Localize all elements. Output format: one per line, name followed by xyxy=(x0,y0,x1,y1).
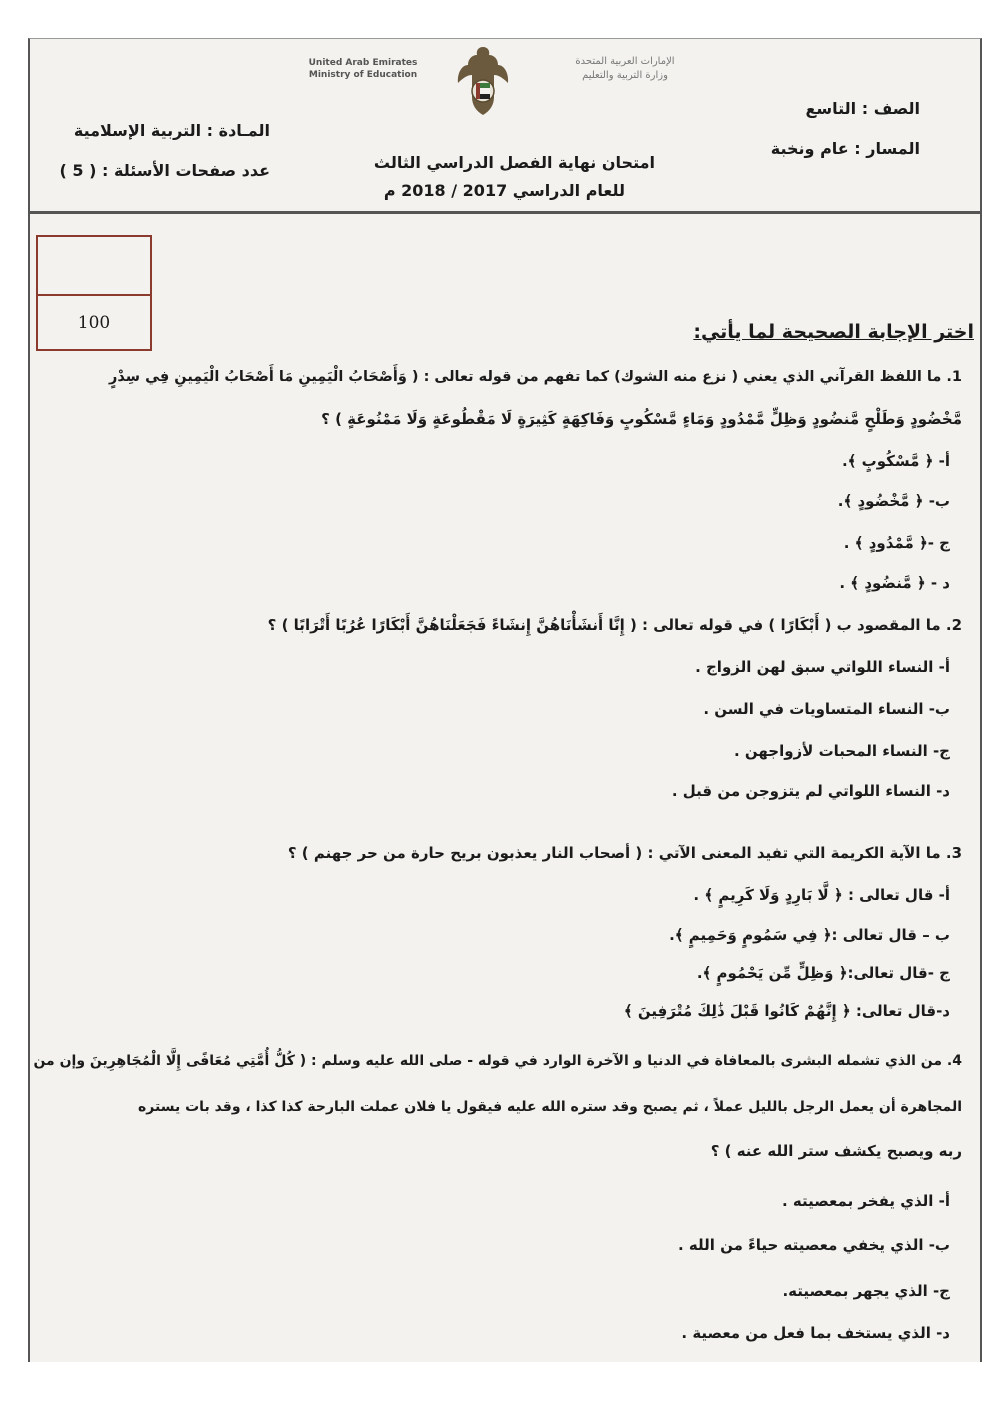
ministry-ar-line1: الإمارات العربية المتحدة xyxy=(575,56,675,67)
score-box-student-mark xyxy=(38,237,150,296)
question-1-option-b[interactable]: ب- ﴿ مَّخْضُودٍ ﴾. xyxy=(837,492,950,510)
question-3-option-b[interactable]: ب – قال تعالى :﴿ فِي سَمُومٍ وَحَمِيمٍ ﴾. xyxy=(669,926,950,944)
score-box xyxy=(36,235,152,351)
exam-sheet xyxy=(28,38,982,1362)
question-4-text-line2: المجاهرة أن يعمل الرجل بالليل عملاً ، ثم يصبح وقد ستره الله عليه فيقول يا فلان عملت البارحة كذا كذا ، وقد بات يستره xyxy=(138,1099,962,1115)
question-4-option-a[interactable]: أ- الذي يفخر بمعصيته . xyxy=(782,1192,950,1210)
question-2-text: 2. ما المقصود ب ( أَبْكَارًا ) في قوله تعالى : ( إِنَّا أَنشَأْنَاهُنَّ إِنشَاءً فَجَعَلْنَاهُنَّ أَبْكَارًا عُرُبًا أَتْرَابًا ) ؟ xyxy=(267,616,962,634)
track-label: المسار : عام ونخبة xyxy=(770,139,920,158)
question-2-option-d[interactable]: د- النساء اللواتي لم يتزوجن من قبل . xyxy=(671,782,950,800)
grade-label: الصف : التاسع xyxy=(805,99,920,118)
question-3-option-c[interactable]: ج -قال تعالى:﴿ وَظِلٍّ مِّن يَحْمُومٍ ﴾. xyxy=(696,964,950,982)
question-2-option-b[interactable]: ب- النساء المتساويات في السن . xyxy=(703,700,950,718)
question-4-text-line3: ربه ويصبح يكشف ستر الله عنه ) ؟ xyxy=(710,1142,962,1160)
pages-count-label: عدد صفحات الأسئلة : ( 5 ) xyxy=(59,161,270,180)
question-3-option-d[interactable]: د-قال تعالى: ﴿ إِنَّهُمْ كَانُوا قَبْلَ ذَٰلِكَ مُتْرَفِينَ ﴾ xyxy=(623,1002,950,1020)
question-4-text-line1: 4. من الذي تشمله البشرى بالمعافاة في الدنيا و الآخرة الوارد في قوله - صلى الله عليه وسلم : ( كُلُّ أُمَّتِي مُعَافًى إِلَّا الْمُجَاهِرِينَ وإن من xyxy=(33,1053,962,1069)
question-4-option-c[interactable]: ج- الذي يجهر بمعصيته. xyxy=(782,1282,950,1300)
ministry-name-arabic xyxy=(545,55,705,83)
question-3-text: 3. ما الآية الكريمة التي تفيد المعنى الآتي : ( أصحاب النار يعذبون بريح حارة من حر جهنم ) ؟ xyxy=(287,844,962,862)
ministry-en-line1: United Arab Emirates xyxy=(308,58,418,68)
question-1-option-c[interactable]: ج -﴿ مَّمْدُودٍ ﴾ . xyxy=(843,534,950,552)
question-2-option-a[interactable]: أ- النساء اللواتي سبق لهن الزواج . xyxy=(695,658,950,676)
score-box-total: 100 xyxy=(77,312,111,333)
exam-title: امتحان نهاية الفصل الدراسي الثالث xyxy=(373,153,655,172)
question-3-option-a[interactable]: أ- قال تعالى : ﴿ لَّا بَارِدٍ وَلَا كَرِيمٍ ﴾ . xyxy=(693,886,950,904)
question-1-text-line1: 1. ما اللفظ القرآني الذي يعني ( نزع منه الشوك) كما تفهم من قوله تعالى : ( وَأَصْحَابُ الْيَمِينِ مَا أَصْحَابُ الْيَمِينِ فِي سِدْرٍ xyxy=(109,369,962,385)
header-divider xyxy=(30,211,980,214)
ministry-en-line2: Ministry of Education xyxy=(308,70,418,80)
uae-emblem-icon xyxy=(454,43,512,119)
question-1-option-a[interactable]: أ- ﴿ مَّسْكُوبٍ ﴾. xyxy=(841,452,950,470)
ministry-ar-line2: وزارة التربية والتعليم xyxy=(582,70,668,81)
question-1-option-d[interactable]: د - ﴿ مَّنضُودٍ ﴾ . xyxy=(839,574,950,592)
academic-year: للعام الدراسي 2017 / 2018 م xyxy=(383,181,625,200)
ministry-name-english xyxy=(288,57,438,81)
subject-label: المـادة : التربية الإسلامية xyxy=(73,121,270,140)
question-4-option-b[interactable]: ب- الذي يخفي معصيته حياءً من الله . xyxy=(677,1236,950,1254)
question-1-text-line2: مَّخْضُودٍ وَطَلْحٍ مَّنضُودٍ وَظِلٍّ مَّمْدُودٍ وَمَاءٍ مَّسْكُوبٍ وَفَاكِهَةٍ كَثِيرَةٍ لَا مَقْطُوعَةٍ وَلَا مَمْنُوعَةٍ ) ؟ xyxy=(321,410,962,428)
instruction-heading: اختر الإجابة الصحيحة لما يأتي: xyxy=(693,321,974,343)
question-4-option-d[interactable]: د- الذي يستخف بما فعل من معصية . xyxy=(681,1324,950,1342)
question-2-option-c[interactable]: ج- النساء المحبات لأزواجهن . xyxy=(733,742,950,760)
